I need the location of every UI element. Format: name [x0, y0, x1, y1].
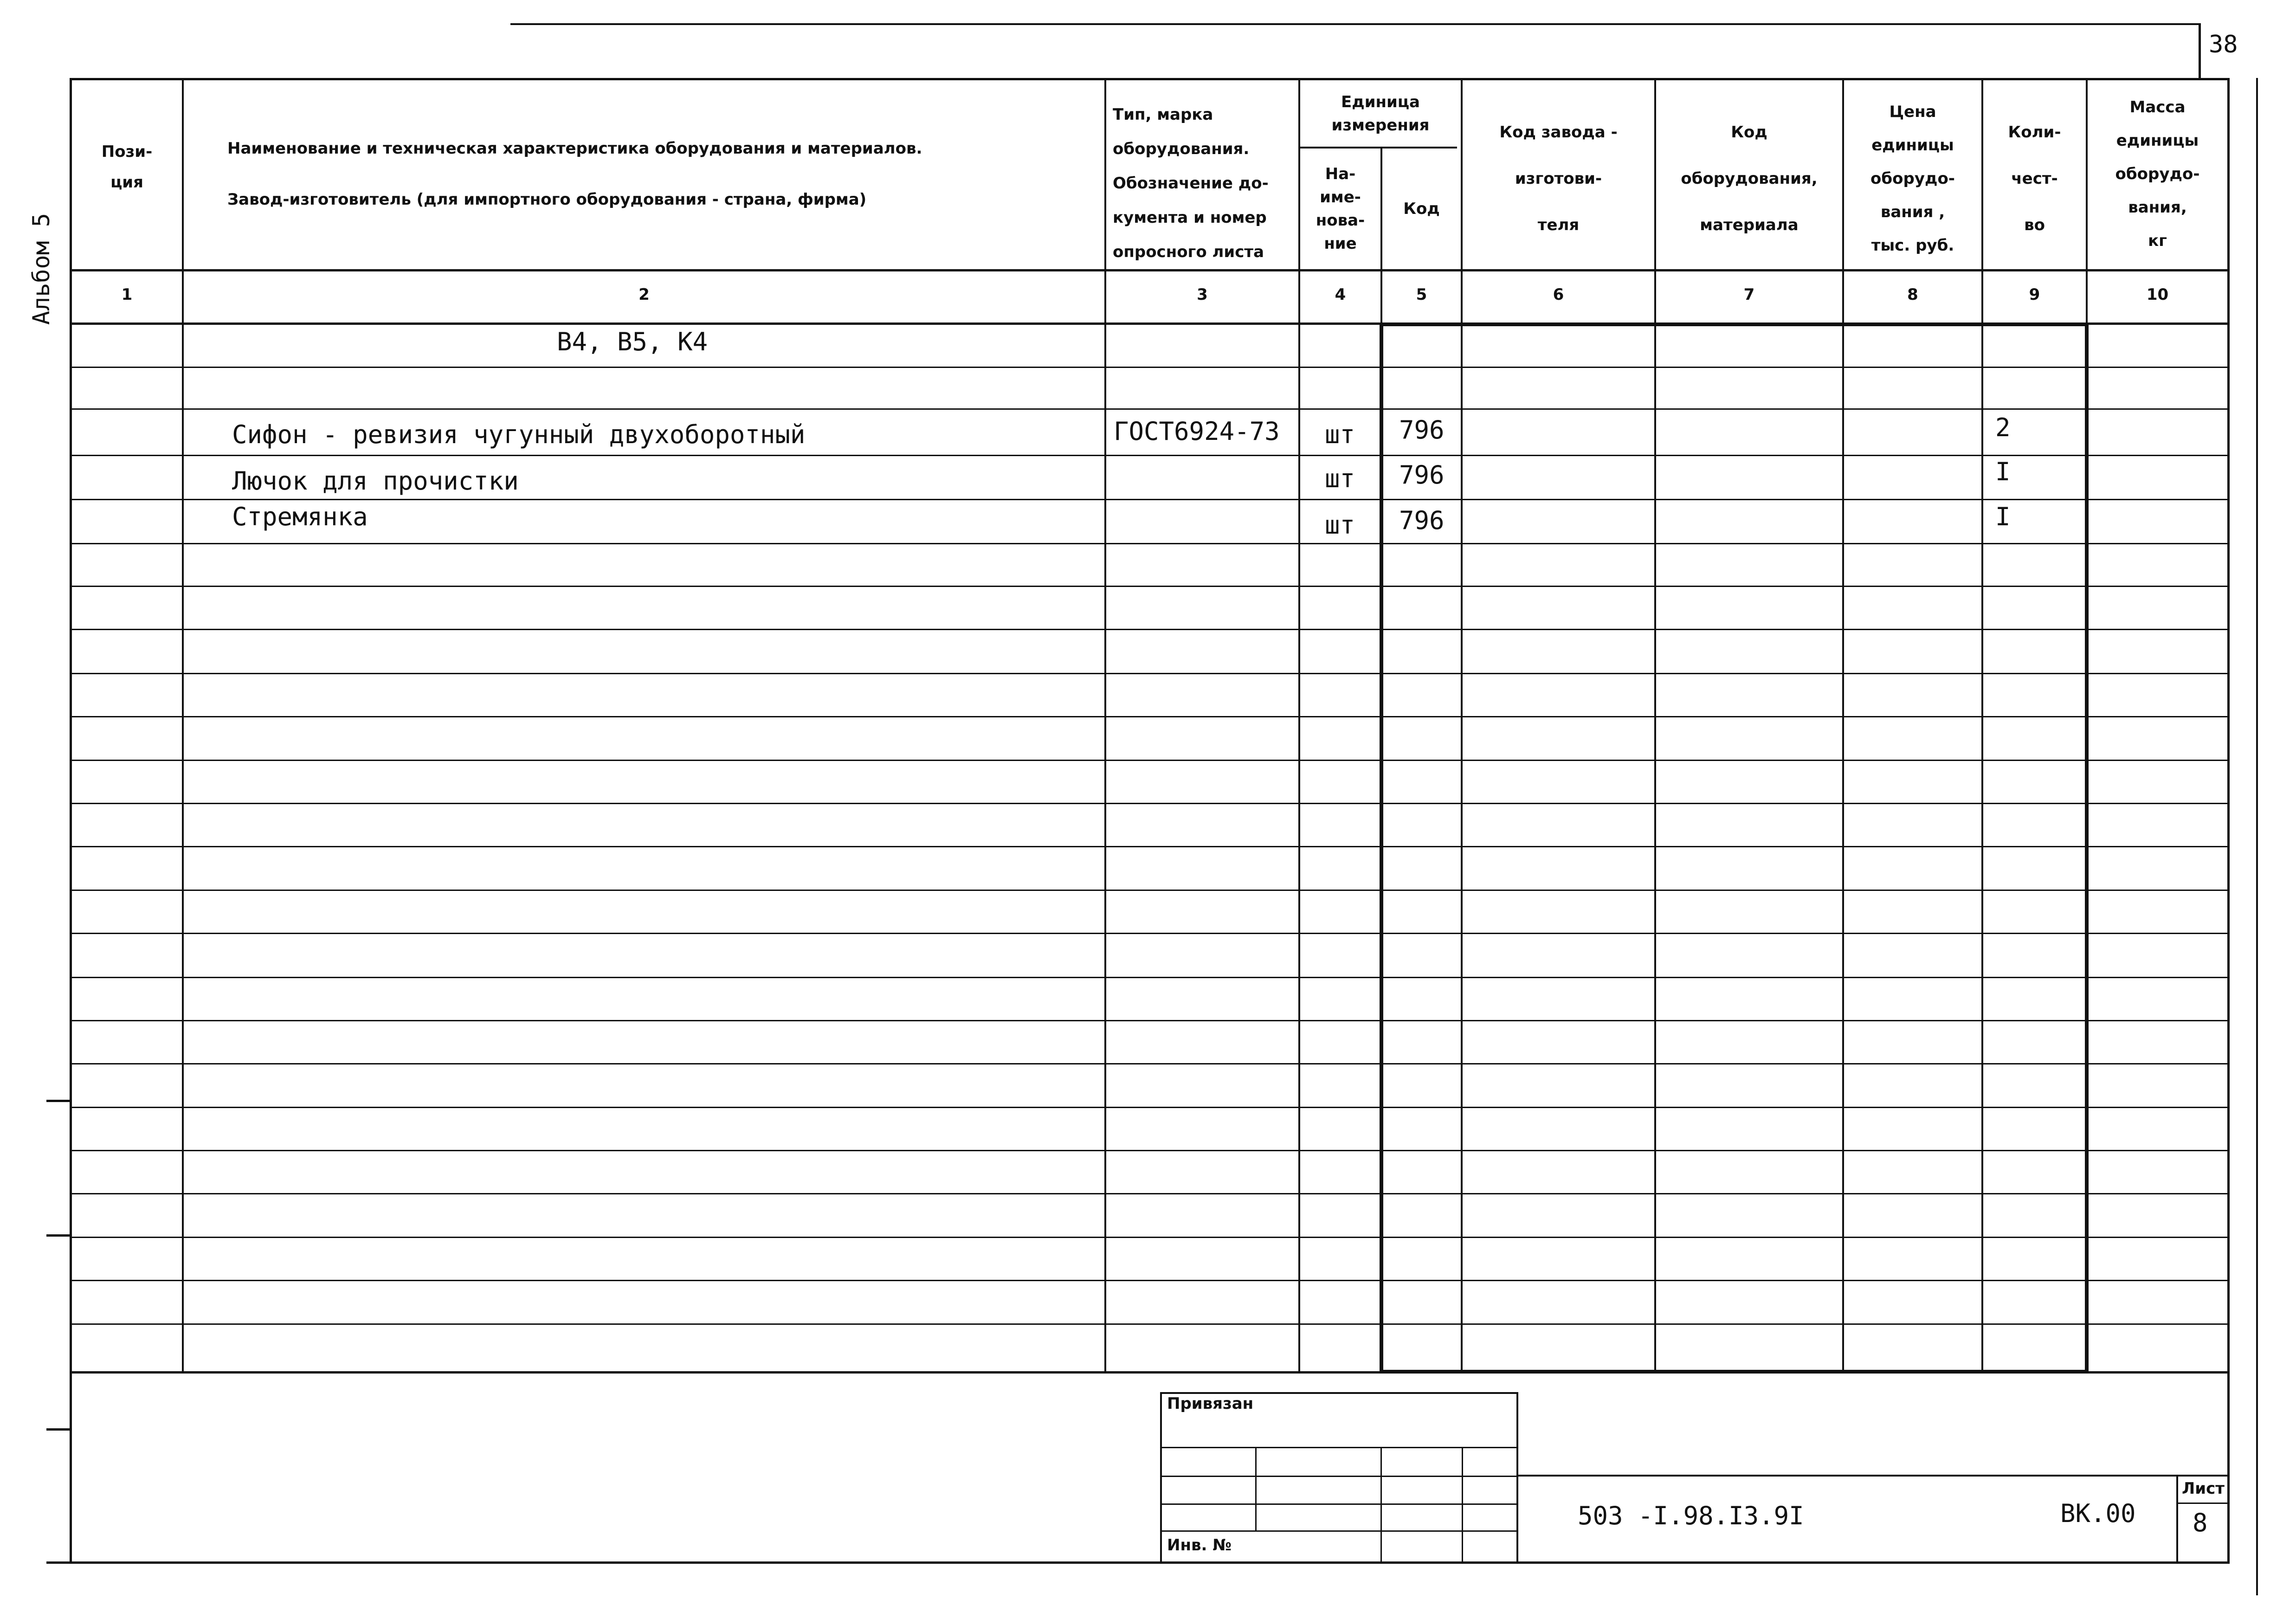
stamp-col-line [1380, 1447, 1382, 1561]
table-bottom-line [70, 1371, 2228, 1374]
row-line [70, 1020, 2228, 1021]
album-label: Альбом 5 [28, 213, 55, 325]
header-price: Цена единицы оборудо- вания , тыс. руб. [1870, 103, 1955, 255]
row-line [70, 408, 2228, 410]
stamp-top [1160, 1392, 1517, 1394]
row-3-unit: шт [1325, 510, 1355, 540]
frame-right [2227, 78, 2230, 1563]
header-name: Наименование и техническая характеристика оборудования и материалов. Завод-изготовитель (для импортного оборудования - страна, фирма) [227, 139, 922, 209]
header-unit-group: Единица измерения [1331, 93, 1430, 135]
col-line-5 [1461, 78, 1463, 1373]
row-line [70, 846, 2228, 847]
row-2-code: 796 [1399, 460, 1445, 490]
top-border-line [510, 23, 2199, 25]
row-line [70, 977, 2228, 978]
row-3-name: Стремянка [232, 502, 368, 531]
stamp-row-line [1160, 1503, 1517, 1505]
header-factory-code: Код завода - изготови- теля [1499, 123, 1618, 234]
column-number: 10 [2146, 285, 2169, 304]
stamp-inv-label: Инв. № [1167, 1536, 1232, 1554]
thick-block-left [1380, 322, 1383, 1374]
margin-tick [46, 1428, 72, 1431]
col-line-1 [182, 78, 184, 1373]
row-2-qty: I [1995, 457, 2011, 486]
row-line [70, 890, 2228, 891]
row-line [70, 1237, 2228, 1238]
row-line [70, 1107, 2228, 1108]
thick-block-top [1380, 322, 2089, 326]
column-number: 9 [2029, 285, 2040, 304]
header-unit-name: На- име- нова- ние [1316, 165, 1365, 253]
row-line [70, 455, 2228, 456]
row-line [70, 499, 2228, 500]
sheet-number: 38 [2209, 31, 2238, 58]
col-line-6 [1654, 78, 1656, 1373]
row-line [70, 1063, 2228, 1064]
stamp-col-line [1255, 1447, 1257, 1530]
sheet-box-split [2176, 1503, 2228, 1504]
column-number: 5 [1416, 285, 1427, 304]
column-number: 7 [1743, 285, 1755, 304]
outer-right-line [2256, 78, 2258, 1595]
sheet-label: Лист [2182, 1479, 2225, 1498]
row-line [70, 803, 2228, 804]
header-quantity: Коли- чест- во [2008, 123, 2061, 234]
header-equipment-code: Код оборудования, материала [1681, 123, 1818, 234]
row-2-unit: шт [1325, 464, 1355, 493]
stamp-row-line [1160, 1530, 1517, 1532]
col-line-3 [1298, 78, 1300, 1373]
column-number: 8 [1907, 285, 1918, 304]
row-3-code: 796 [1399, 506, 1445, 535]
col-line-7 [1842, 78, 1844, 1373]
header-mass: Масса единицы оборудо- вания, кг [2115, 98, 2200, 250]
row-1-code: 796 [1399, 415, 1445, 445]
row-line [70, 760, 2228, 761]
row-line [70, 1323, 2228, 1325]
margin-tick [46, 1100, 72, 1102]
sheet-number-box-left [2199, 23, 2201, 79]
thick-block-right [2085, 322, 2089, 1374]
column-number: 2 [638, 285, 650, 304]
stamp-row-line [1160, 1447, 1517, 1448]
row-line [70, 543, 2228, 544]
column-number: 6 [1553, 285, 1564, 304]
row-line [70, 367, 2228, 368]
row-line [70, 1150, 2228, 1151]
stamp-row-line [1160, 1476, 1517, 1477]
col-line-2 [1104, 78, 1106, 1373]
row-line [70, 673, 2228, 674]
row-3-qty: I [1995, 502, 2011, 531]
column-number: 1 [121, 285, 133, 304]
header-bottom-line [70, 269, 2228, 271]
row-line [70, 716, 2228, 717]
stamp-tied-label: Привязан [1167, 1394, 1254, 1413]
row-line [70, 1280, 2228, 1281]
row-1-doc: ГОСТ6924-73 [1114, 417, 1280, 446]
unit-group-split [1299, 147, 1457, 148]
row-line [70, 933, 2228, 934]
header-type: Тип, марка оборудования. Обозначение до- кумента и номер опросного листа [1113, 105, 1269, 261]
frame-top [70, 78, 2228, 80]
stamp-col-line [1462, 1447, 1463, 1561]
row-1-name: Сифон - ревизия чугунный двухоборотный [232, 420, 806, 449]
row-1-qty: 2 [1995, 413, 2011, 442]
col-line-8 [1981, 78, 1983, 1373]
title-top-line [1516, 1475, 2229, 1477]
column-number: 4 [1335, 285, 1346, 304]
column-number: 3 [1197, 285, 1208, 304]
row-line [70, 586, 2228, 587]
group-title: В4, В5, К4 [557, 327, 708, 356]
header-unit-code: Код [1403, 200, 1440, 218]
row-line [70, 1193, 2228, 1194]
header-position: Пози- ция [101, 142, 153, 192]
margin-tick [46, 1234, 72, 1237]
document-mark: ВК.00 [2060, 1499, 2136, 1528]
row-1-unit: шт [1325, 420, 1355, 449]
row-line [70, 629, 2228, 630]
frame-bottom [46, 1561, 2230, 1564]
row-2-name: Лючок для прочистки [232, 466, 519, 496]
sheet-box-left [2176, 1475, 2178, 1563]
document-code: 503 -I.98.I3.9I [1578, 1501, 1804, 1530]
sheet-value: 8 [2193, 1508, 2208, 1537]
